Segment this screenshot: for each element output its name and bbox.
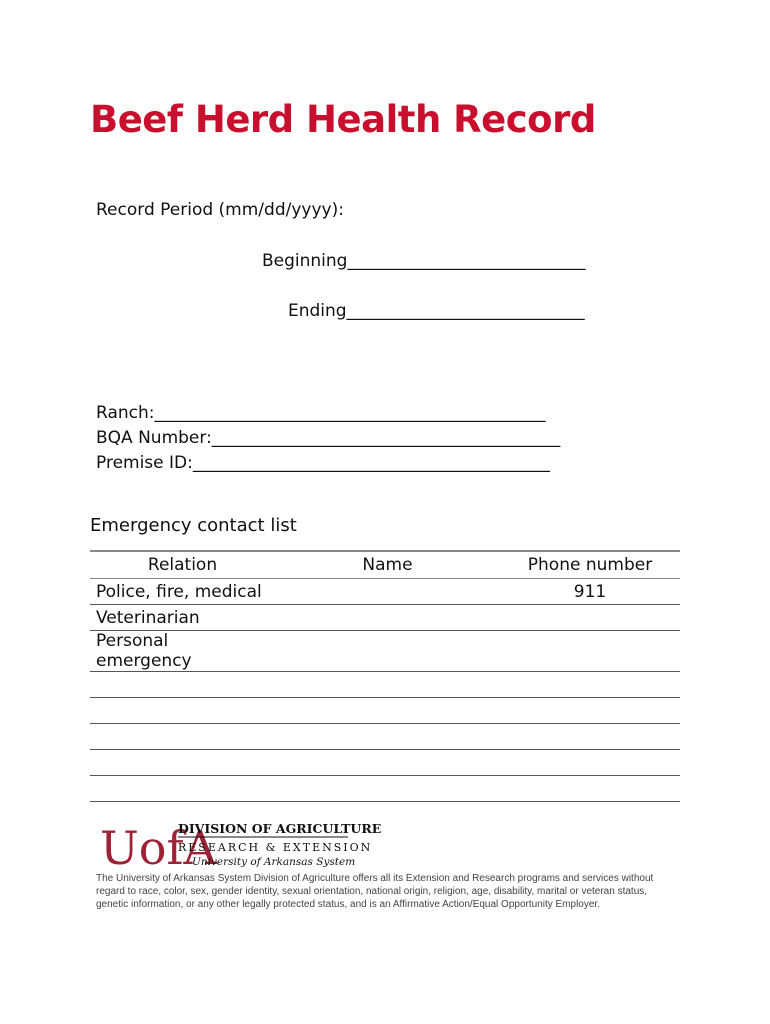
relation-cell[interactable]: [90, 698, 275, 724]
logo-line-2: RESEARCH & EXTENSION: [178, 841, 373, 854]
relation-cell[interactable]: Police, fire, medical: [90, 579, 275, 605]
premise-id-field[interactable]: Premise ID:__________________________________________: [96, 453, 550, 473]
relation-cell[interactable]: [90, 672, 275, 698]
phone-cell[interactable]: [500, 698, 680, 724]
name-cell[interactable]: [275, 776, 500, 802]
phone-cell[interactable]: [500, 631, 680, 672]
name-cell[interactable]: [275, 672, 500, 698]
table-row: [90, 698, 680, 724]
record-period-label: Record Period (mm/dd/yyyy):: [96, 200, 344, 220]
column-header-name: Name: [275, 551, 500, 579]
table-row: [90, 605, 680, 631]
table-row: [90, 776, 680, 802]
name-cell[interactable]: [275, 724, 500, 750]
relation-cell[interactable]: [90, 724, 275, 750]
name-cell[interactable]: [275, 750, 500, 776]
table-row: [90, 672, 680, 698]
table-row: [90, 579, 680, 605]
relation-cell[interactable]: Veterinarian: [90, 605, 275, 631]
table-row: [90, 724, 680, 750]
relation-cell[interactable]: Personal emergency: [90, 631, 275, 672]
uofa-division-of-agriculture-logo: [100, 820, 382, 875]
emergency-contact-table: [90, 550, 680, 802]
eeo-disclaimer: The University of Arkansas System Division of Agriculture offers all its Extension and Research programs and services without regard to race, color, sex, gender identity, sexual orientation, national origin, religion, age, disability, marital or veteran status, genetic information, or any other legally protected status, and is an Affirmative Action/Equal Opportunity Employer.: [96, 873, 654, 910]
name-cell[interactable]: [275, 631, 500, 672]
phone-cell[interactable]: [500, 776, 680, 802]
table-row: [90, 631, 680, 672]
phone-cell[interactable]: [500, 750, 680, 776]
table-header-row: [90, 551, 680, 579]
name-cell[interactable]: [275, 579, 500, 605]
logo-line-1: DIVISION OF AGRICULTURE: [178, 821, 382, 836]
column-header-phone: Phone number: [500, 551, 680, 579]
table-row: [90, 750, 680, 776]
column-header-relation: Relation: [90, 551, 275, 579]
emergency-contact-heading: Emergency contact list: [90, 515, 297, 536]
relation-cell[interactable]: [90, 776, 275, 802]
name-cell[interactable]: [275, 698, 500, 724]
ranch-field[interactable]: Ranch:______________________________________________: [96, 403, 546, 423]
logo-mark: UofA: [100, 821, 217, 875]
phone-cell[interactable]: [500, 724, 680, 750]
document-title: Beef Herd Health Record: [90, 98, 596, 141]
phone-cell[interactable]: 911: [500, 579, 680, 605]
ending-date-field[interactable]: Ending____________________________: [288, 301, 585, 321]
bqa-number-field[interactable]: BQA Number:_________________________________________: [96, 428, 561, 448]
phone-cell[interactable]: [500, 605, 680, 631]
relation-cell[interactable]: [90, 750, 275, 776]
logo-line-3: University of Arkansas System: [192, 856, 356, 868]
beginning-date-field[interactable]: Beginning____________________________: [262, 251, 586, 271]
phone-cell[interactable]: [500, 672, 680, 698]
name-cell[interactable]: [275, 605, 500, 631]
